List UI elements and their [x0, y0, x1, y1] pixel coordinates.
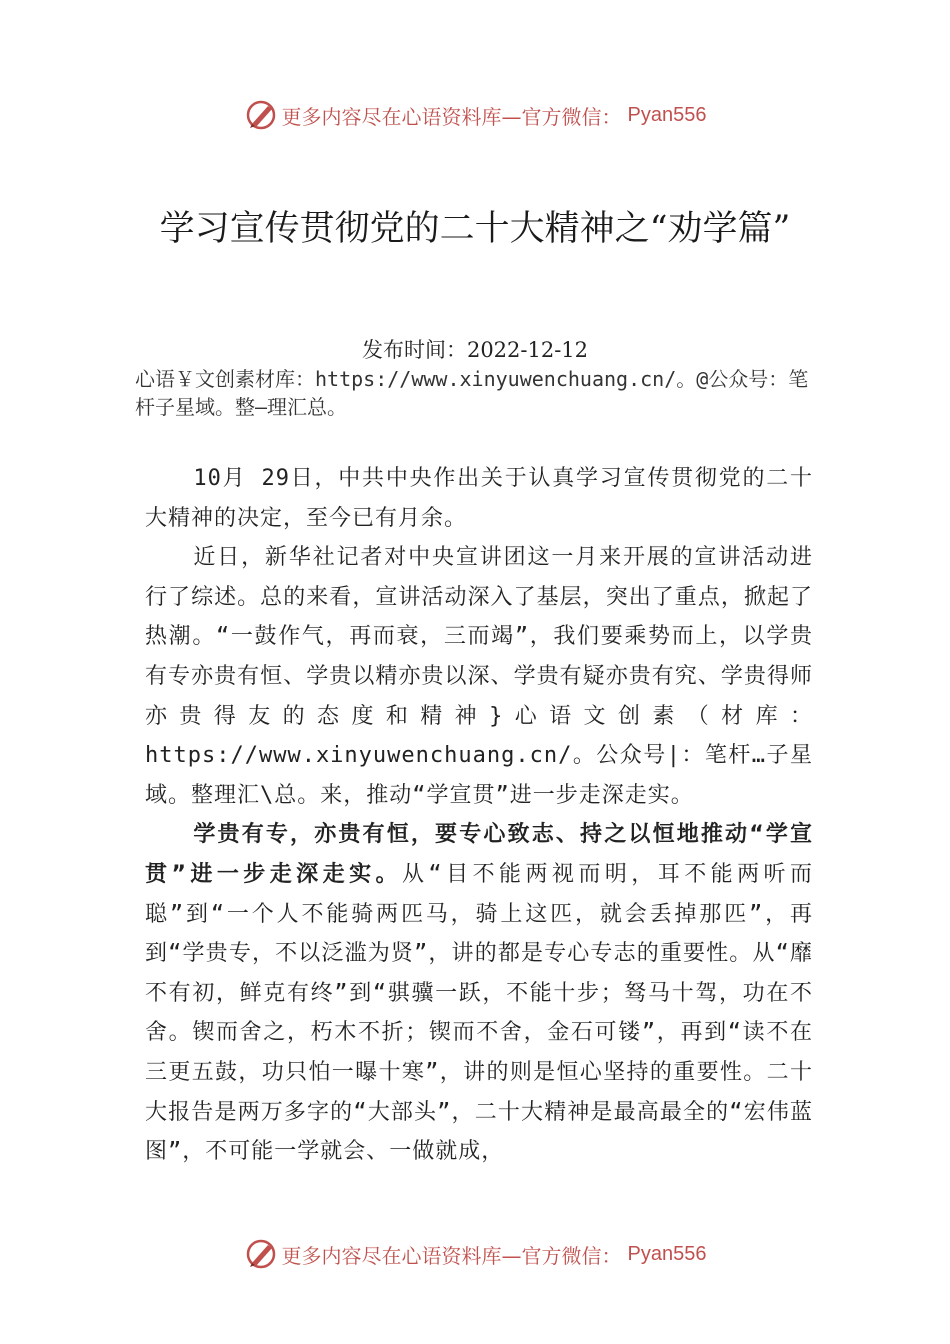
- footer-wechat-id: Pyan556: [627, 1242, 707, 1265]
- paragraph-1: 10月 29日，中共中央作出关于认真学习宣传贯彻党的二十大精神的决定，至今已有月余。: [145, 466, 813, 531]
- paragraph-2: 近日，新华社记者对中央宣讲团这一月来开展的宣讲活动进行了综述。总的来看，宣讲活动深入了基层，突出了重点，掀起了热潮。“一鼓作气，再而衰，三而竭”，我们要乘势而上，以学贵有专亦贵有恒、学贵以精亦贵以深、学贵有疑亦贵有究、学贵得师亦贵得友的态度和精神}心语文创素（材库：https://www.xinyuwenchuang.cn/。公众号|：笔杆…子星域。整理汇\总。来，推动“学宣贯”进一步走深走实。: [145, 545, 813, 808]
- footer-watermark-banner: [0, 1234, 950, 1274]
- header-watermark-banner: [0, 95, 950, 135]
- pen-logo-icon: [244, 98, 278, 132]
- publish-date: 发布时间：2022-12-12: [361, 338, 589, 362]
- article-body: [145, 459, 813, 1172]
- pen-logo-icon: [244, 1237, 278, 1271]
- paragraph-3-lead: 学贵有专，亦贵有恒，要专心致志、持之以恒地推动“学宣贯”进一步走深走实。: [145, 822, 813, 887]
- paragraph-3-text: 从“目不能两视而明，耳不能两听而聪”到“一个人不能骑两匹马，骑上这匹，就会丢掉那匹”，再到“学贵专，不以泛滥为贤”，讲的都是专心专志的重要性。从“靡不有初，鲜克有终”到“骐骥一跃，不能十步；驽马十驾，功在不舍。锲而舍之，朽木不折；锲而不舍，金石可镂”，再到“读不在三更五鼓，功只怕一曝十寒”，讲的则是恒心坚持的重要性。二十大报告是两万多字的“大部头”，二十大精神是最高最全的“宏伟蓝图”，不可能一学就会、一做就成，: [145, 861, 813, 1165]
- article-meta: [135, 336, 815, 421]
- footer-promo-text: 更多内容尽在心语资料库—官方微信：: [281, 1243, 622, 1268]
- page-title: 学习宣传贯彻党的二十大精神之“劝学篇”: [159, 209, 791, 249]
- paragraph-3: [145, 815, 813, 1171]
- source-note: 心语￥文创素材库：https://www.xinyuwenchuang.cn/。@公众号：笔杆子星域。整—理汇总。: [135, 367, 809, 419]
- header-promo-text: 更多内容尽在心语资料库—官方微信：: [281, 104, 622, 129]
- header-wechat-id: Pyan556: [627, 103, 707, 126]
